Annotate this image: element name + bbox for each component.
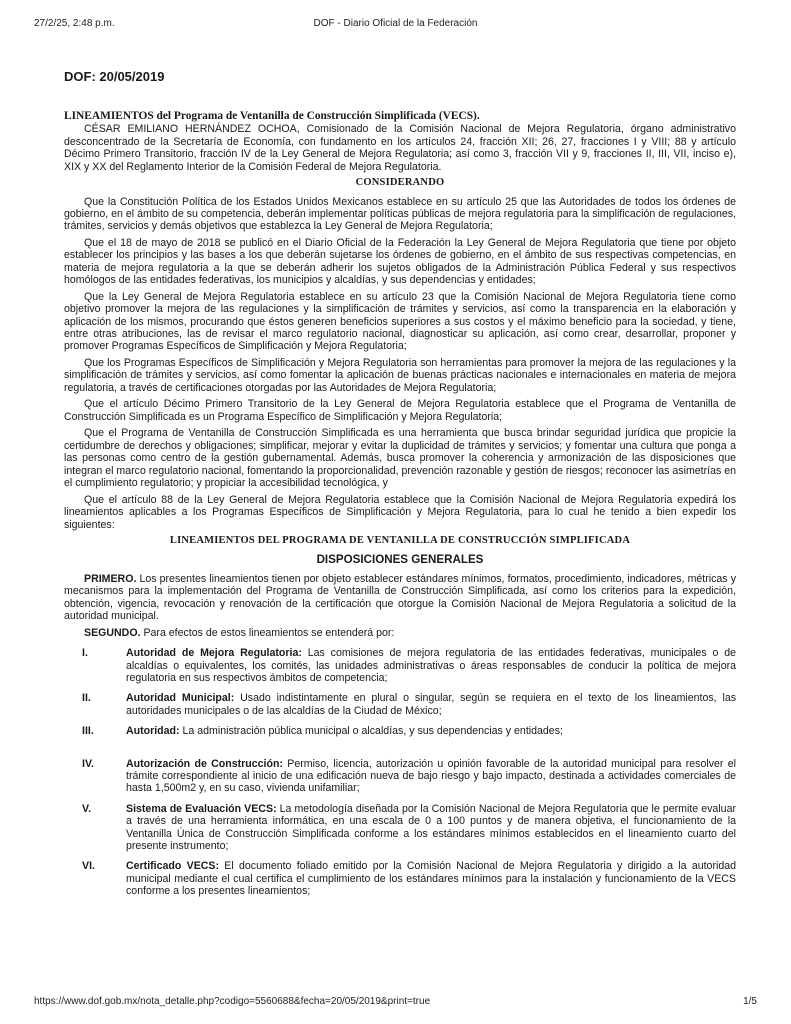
definition-body: Permiso, licencia, autorización u opinión favorable de la autoridad municipal para resolver el trámite correspondiente al inicio de una edificación nueva de bajo riesgo y bajo impacto, destinada a actividades comerciales de hasta 1,500m2 y, en su caso, vivienda unifamiliar;	[126, 757, 736, 795]
disposiciones-heading: DISPOSICIONES GENERALES	[316, 552, 484, 566]
primero-label: PRIMERO.	[84, 572, 137, 585]
definition-item	[64, 647, 736, 684]
considerando-paragraph: Que el 18 de mayo de 2018 se publicó en el Diario Oficial de la Federación la Ley General de Mejora Regulatoria que tiene por objeto establecer los principios y las bases a los que deberán sujetarse los órdenes de gobierno, en el ámbito de sus respectivas competencias, en materia de mejora regulatoria a la que se deberán adherir los sujetos obligados de la Administración Pública Federal y sus respectivos homólogos de las entidades federativas, los municipios y alcaldías, y sus dependencias y entidades;	[64, 237, 736, 287]
definition-item	[64, 803, 736, 853]
definition-number: III.	[82, 725, 94, 738]
definition-term: Autorización de Construcción:	[126, 757, 283, 770]
definition-text	[122, 860, 736, 897]
definition-text	[122, 725, 736, 737]
print-page-title: DOF - Diario Oficial de la Federación	[313, 18, 478, 29]
considerando-heading: CONSIDERANDO	[355, 177, 445, 189]
intro-paragraph: CÉSAR EMILIANO HERNÁNDEZ OCHOA, Comisionado de la Comisión Nacional de Mejora Regulatoria, órgano administrativo desconcentrado de la Secretaría de Economía, con fundamento en los artículos 24, fracción XII; 26, 27, fracciones I y VIII; 88 y artículo Décimo Primero Transitorio, fracción IV de la Ley General de Mejora Regulatoria; así como 3, fracción VII y 9, fracciones II, III, VII, inciso e), XIX y XX del Reglamento Interior de la Comisión Federal de Mejora Regulatoria.	[64, 123, 736, 173]
print-footer	[34, 996, 757, 1010]
definition-item	[64, 692, 736, 717]
definition-number: VI.	[82, 860, 95, 873]
definition-item	[64, 860, 736, 897]
definition-body: La administración pública municipal o alcaldías, y sus dependencias y entidades;	[179, 725, 563, 738]
primero-text: Los presentes lineamientos tienen por objeto establecer estándares mínimos, formatos, procedimiento, indicadores, métricas y mecanismos para la implementación del Programa de Ventanilla de Construcción Simplificada, así como los criterios para la expedición, obtención, vigencia, revocación y renovación de la certificación que otorgue la Comisión Nacional de Mejora Regulatoria a solicitud de la autoridad municipal.	[64, 572, 736, 623]
considerando-paragraph: Que la Constitución Política de los Estados Unidos Mexicanos establece en su artículo 25 que las Autoridades de todos los órdenes de gobierno, en el ámbito de su competencia, deberán implementar políticas públicas de mejora regulatoria para la simplificación de regulaciones, trámites, servicios y demás objetivos que establezca la Ley General de Mejora Regulatoria;	[64, 195, 736, 233]
document-body	[64, 110, 736, 906]
considerando-paragraph: Que la Ley General de Mejora Regulatoria establece en su artículo 23 que la Comisión Nacional de Mejora Regulatoria tiene como objetivo promover la mejora de las regulaciones y la simplificación de trámites y servicios, así como la transparencia en la elaboración y aplicación de los mismos, procurando que éstos generen beneficios superiores a sus costos y el máximo beneficio para la sociedad, y tiene, entre otras atribuciones, las de revisar el marco regulatorio nacional, diagnosticar su aplicación, así como crear, desarrollar, proponer y promover Programas Específicos de Simplificación y Mejora Regulatoria;	[64, 290, 736, 353]
definition-item	[64, 758, 736, 795]
segundo-paragraph	[64, 627, 736, 639]
definition-term: Autoridad:	[126, 725, 180, 738]
definition-body: La metodología diseñada por la Comisión Nacional de Mejora Regulatoria que le permite evaluar a través de una herramienta informática, en una escala de 0 a 100 puntos y de manera objetiva, el funcionamiento de la Ventanilla Única de Construcción Simplificada conforme a los estándares mínimos establecidos en el lineamiento cuarto del presente instrumento;	[126, 802, 736, 852]
lineamientos-heading: LINEAMIENTOS DEL PROGRAMA DE VENTANILLA DE CONSTRUCCIÓN SIMPLIFICADA	[169, 535, 631, 547]
considerando-paragraph: Que los Programas Específicos de Simplificación y Mejora Regulatoria son herramientas para promover la mejora de las regulaciones y la simplificación de trámites y servicios, así como fomentar la aplicación de buenas prácticas nacionales e internacionales en materia de mejora regulatoria, a través de certificaciones otorgadas por las Autoridades de Mejora Regulatoria;	[64, 357, 736, 394]
definition-term: Sistema de Evaluación VECS:	[126, 802, 277, 815]
definition-body: El documento foliado emitido por la Comisión Nacional de Mejora Regulatoria y dirigido a la autoridad municipal mediante el cual certifica el cumplimiento de los estándares mínimos para la instalación y funcionamiento de la VECS conforme a los presentes lineamientos;	[126, 860, 736, 898]
definition-term: Autoridad de Mejora Regulatoria:	[126, 647, 302, 660]
considerando-paragraph: Que el artículo 88 de la Ley General de Mejora Regulatoria establece que la Comisión Nacional de Mejora Regulatoria expedirá los lineamientos aplicables a los Programas Específicos de Simplificación y Mejora Regulatoria, para lo cual he tenido a bien expedir los siguientes:	[64, 493, 736, 531]
document-title: LINEAMIENTOS del Programa de Ventanilla de Construcción Simplificada (VECS).	[64, 110, 480, 122]
definition-body: Las comisiones de mejora regulatoria de las entidades federativas, municipales o de alcaldías o equivalentes, los comités, las unidades administrativas o áreas responsables de conducir la política de mejora regulatoria en sus respectivos ámbitos de competencia;	[126, 647, 736, 684]
definition-text	[122, 803, 736, 853]
considerando-paragraph: Que el artículo Décimo Primero Transitorio de la Ley General de Mejora Regulatoria establece que el Programa de Ventanilla de Construcción Simplificada es un Programa Específico de Simplificación y Mejora Regulatoria;	[64, 398, 736, 423]
segundo-text: Para efectos de estos lineamientos se entenderá por:	[140, 626, 395, 639]
page-url-link[interactable]: https://www.dof.gob.mx/nota_detalle.php?codigo=5560688&fecha=20/05/2019&print=true	[34, 996, 431, 1007]
definition-number: V.	[82, 802, 92, 815]
considerando-paragraph: Que el Programa de Ventanilla de Construcción Simplificada es una herramienta que busca brindar seguridad jurídica que propicie la certidumbre de derechos y obligaciones; simplificar, mejorar y evitar la duplicidad de trámites y servicios; y fomentar una cultura que ponga a las personas como centro de la gestión gubernamental. Además, busca promover la coherencia y armonización de las disposiciones que integran el marco regulatorio nacional, fomentando la proporcionalidad, prevención razonable y gestión de riesgos; reconocer las asimetrías en el cumplimiento regulatorio; y propiciar la accesibilidad tecnológica, y	[64, 427, 736, 490]
segundo-label: SEGUNDO.	[84, 626, 141, 639]
definition-text	[122, 758, 736, 795]
definition-term: Certificado VECS:	[126, 860, 220, 873]
definition-number: II.	[82, 692, 91, 705]
definition-body: Usado indistintamente en plural o singular, según se requiera en el texto de los lineamientos, las autoridades municipales o de las alcaldías de la Ciudad de México;	[126, 692, 737, 717]
spacer	[64, 746, 736, 758]
print-date: 27/2/25, 2:48 p.m.	[34, 18, 115, 29]
print-header	[34, 18, 757, 32]
definition-term: Autoridad Municipal:	[126, 692, 235, 705]
definition-item	[64, 725, 736, 737]
definition-number: I.	[82, 647, 88, 660]
definition-text	[122, 647, 736, 684]
definition-number: IV.	[82, 757, 94, 770]
definition-text	[122, 692, 736, 717]
page-number: 1/5	[743, 996, 757, 1007]
publication-date: DOF: 20/05/2019	[64, 69, 165, 84]
primero-paragraph	[64, 573, 736, 623]
